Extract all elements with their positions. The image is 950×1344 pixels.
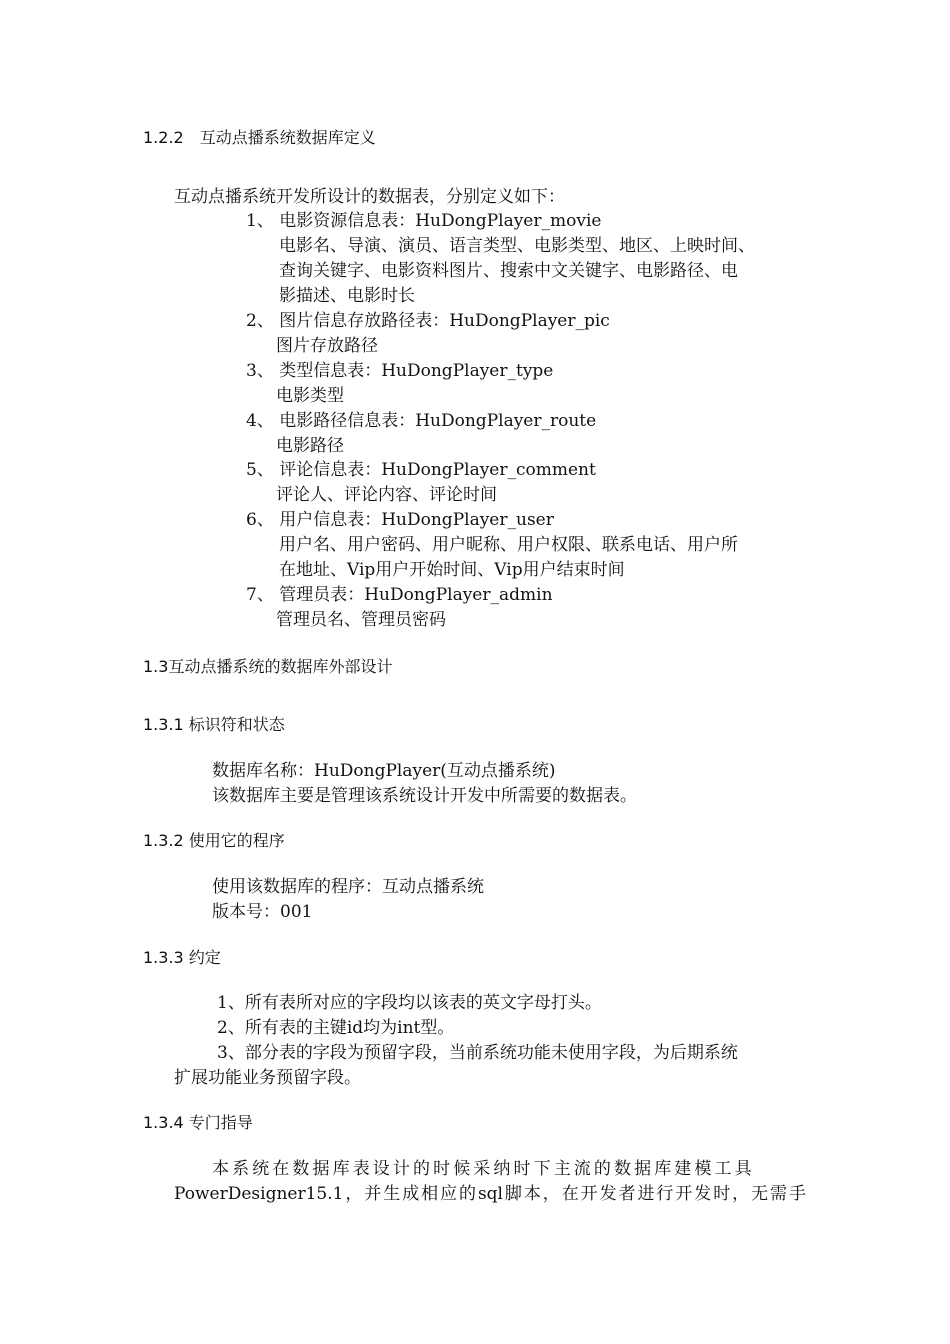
table-item-title: 2、 图片信息存放路径表：HuDongPlayer_pic <box>246 311 610 331</box>
section-text: 该数据库主要是管理该系统设计开发中所需要的数据表。 <box>212 786 637 806</box>
table-item-title: 4、 电影路径信息表：HuDongPlayer_route <box>246 411 597 431</box>
section-heading-1-3-2: 1.3.2 使用它的程序 <box>143 831 285 850</box>
section-text: 数据库名称：HuDongPlayer(互动点播系统) <box>212 761 556 781</box>
table-item-desc: 电影类型 <box>276 386 344 406</box>
section-text: 3、部分表的字段为预留字段，当前系统功能未使用字段，为后期系统 <box>217 1043 738 1063</box>
table-item-title: 7、 管理员表：HuDongPlayer_admin <box>246 585 553 605</box>
section-text: 使用该数据库的程序：互动点播系统 <box>212 877 484 897</box>
table-item-desc: 查询关键字、电影资料图片、搜索中文关键字、电影路径、电 <box>279 261 738 281</box>
table-item-title: 3、 类型信息表：HuDongPlayer_type <box>246 361 554 381</box>
table-item-desc: 用户名、用户密码、用户昵称、用户权限、联系电话、用户所 <box>279 535 738 555</box>
table-item-desc: 在地址、Vip用户开始时间、Vip用户结束时间 <box>279 560 625 580</box>
section-text: 本系统在数据库表设计的时候采纳时下主流的数据库建模工具 <box>212 1159 755 1179</box>
table-item-title: 6、 用户信息表：HuDongPlayer_user <box>246 510 554 530</box>
table-item-desc: 电影路径 <box>276 436 344 456</box>
table-item-desc: 电影名、导演、演员、语言类型、电影类型、地区、上映时间、 <box>279 236 755 256</box>
table-item-desc: 影描述、电影时长 <box>279 286 415 306</box>
intro-paragraph: 互动点播系统开发所设计的数据表，分别定义如下： <box>174 187 565 207</box>
section-text: 2、所有表的主键id均为int型。 <box>217 1018 455 1038</box>
section-text: PowerDesigner15.1，并生成相应的sql脚本，在开发者进行开发时，无需手 <box>174 1184 806 1204</box>
section-text: 1、所有表所对应的字段均以该表的英文字母打头。 <box>217 993 602 1013</box>
section-heading-1-3-4: 1.3.4 专门指导 <box>143 1113 253 1132</box>
section-text: 版本号：001 <box>212 902 313 922</box>
section-text: 扩展功能业务预留字段。 <box>174 1068 361 1088</box>
section-heading-1-3: 1.3互动点播系统的数据库外部设计 <box>143 657 393 676</box>
section-heading-1-2-2: 1.2.2 互动点播系统数据库定义 <box>143 128 376 147</box>
table-item-title: 5、 评论信息表：HuDongPlayer_comment <box>246 460 596 480</box>
section-heading-1-3-3: 1.3.3 约定 <box>143 948 221 967</box>
table-item-title: 1、 电影资源信息表：HuDongPlayer_movie <box>246 211 602 231</box>
table-item-desc: 管理员名、管理员密码 <box>276 610 446 630</box>
section-heading-1-3-1: 1.3.1 标识符和状态 <box>143 715 285 734</box>
table-item-desc: 图片存放路径 <box>276 336 378 356</box>
table-item-desc: 评论人、评论内容、评论时间 <box>276 485 497 505</box>
